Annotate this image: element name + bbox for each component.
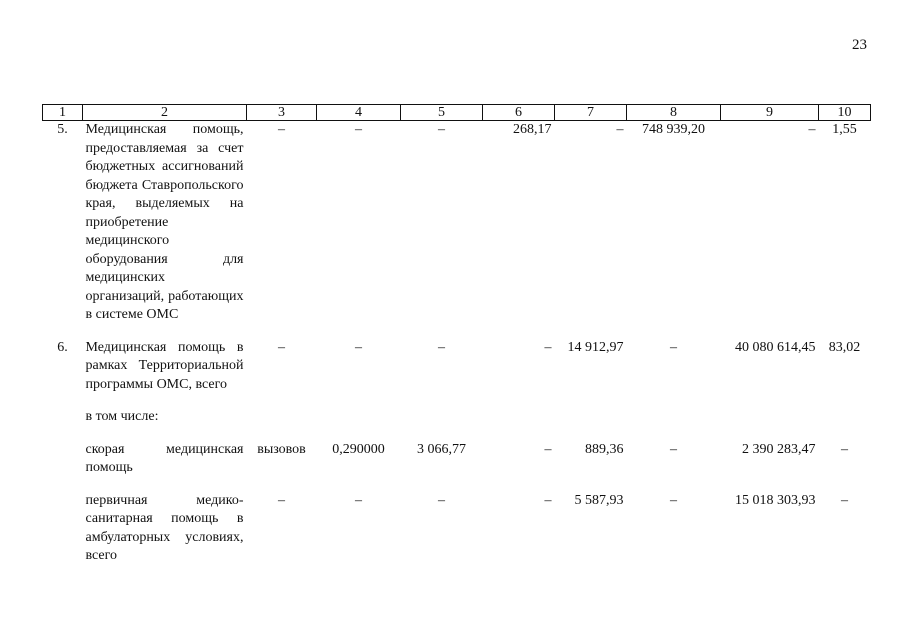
- cell-col7: –: [616, 122, 624, 137]
- cell-unit: вызовов: [257, 441, 306, 457]
- cell-col9: 40 080 614,45: [735, 339, 816, 355]
- cell-col7: 14 912,97: [567, 339, 624, 355]
- cell-col9: –: [808, 122, 816, 137]
- table-row: [43, 441, 871, 492]
- cell-unit: –: [278, 492, 285, 508]
- cell-col4: 0,290000: [332, 441, 385, 457]
- row-number: [43, 492, 83, 566]
- cell-col7: 5 587,93: [574, 492, 624, 508]
- column-header: 2: [83, 105, 247, 121]
- row-number: 5.: [57, 122, 68, 137]
- row-name: первичная медико-санитарная помощь в амбулаторных условиях, всего: [85, 492, 244, 563]
- page-number: 23: [852, 37, 867, 53]
- cell-unit: –: [278, 122, 285, 137]
- cell-col9: [721, 408, 819, 441]
- cell-col8: –: [670, 492, 677, 508]
- cell-col5: [401, 408, 483, 441]
- cell-col6: –: [544, 339, 552, 355]
- column-header: 3: [247, 105, 317, 121]
- cell-col6: 268,17: [513, 122, 552, 137]
- cell-col5: 3 066,77: [417, 441, 466, 457]
- column-header: 4: [317, 105, 401, 121]
- cell-col8: [627, 408, 721, 441]
- cell-col5: –: [438, 339, 445, 355]
- row-name: Медицинская помощь в рамках Территориальной программы ОМС, всего: [85, 339, 244, 392]
- cell-col6: –: [544, 492, 552, 508]
- cell-unit: [247, 408, 317, 441]
- column-header: 9: [721, 105, 819, 121]
- cell-col4: –: [355, 492, 362, 508]
- column-header: 1: [43, 105, 83, 121]
- row-number: [43, 408, 83, 441]
- cell-col4: [317, 408, 401, 441]
- cell-col6: [483, 408, 555, 441]
- column-header: 8: [627, 105, 721, 121]
- column-header: 10: [819, 105, 871, 121]
- cell-col7: 889,36: [585, 441, 624, 457]
- cell-col9: 2 390 283,47: [742, 441, 816, 457]
- cell-col10: –: [841, 492, 848, 508]
- table-header-row: [43, 105, 871, 121]
- data-table: [42, 104, 871, 566]
- cell-col8: 748 939,20: [642, 122, 705, 137]
- table-row: [43, 492, 871, 566]
- table-row: [43, 408, 871, 441]
- cell-col10: 1,55: [832, 122, 857, 137]
- row-name: в том числе:: [85, 409, 159, 424]
- column-header: 6: [483, 105, 555, 121]
- cell-col9: 15 018 303,93: [735, 492, 816, 508]
- cell-col10: [819, 408, 871, 441]
- cell-unit: –: [278, 339, 285, 355]
- table-row: [43, 121, 871, 339]
- cell-col7: [555, 408, 627, 441]
- row-number: 6.: [57, 339, 68, 355]
- row-name: Медицинская помощь, предоставляемая за счет бюджетных ассигнований бюджета Ставропольского края, выделяемых на приобретение медицинского оборудования для медицинских организаций, работающих в системе ОМС: [85, 122, 244, 322]
- cell-col8: –: [670, 441, 677, 457]
- cell-col8: –: [670, 339, 677, 355]
- cell-col4: –: [355, 339, 362, 355]
- table-row: [43, 339, 871, 409]
- cell-col10: 83,02: [828, 339, 861, 355]
- cell-col4: –: [355, 122, 362, 137]
- cell-col6: –: [544, 441, 552, 457]
- cell-col5: –: [438, 122, 445, 137]
- column-header: 5: [401, 105, 483, 121]
- cell-col10: –: [841, 441, 848, 457]
- row-name: скорая медицинская помощь: [85, 441, 244, 475]
- row-number: [43, 441, 83, 492]
- cell-col5: –: [438, 492, 445, 508]
- column-header: 7: [555, 105, 627, 121]
